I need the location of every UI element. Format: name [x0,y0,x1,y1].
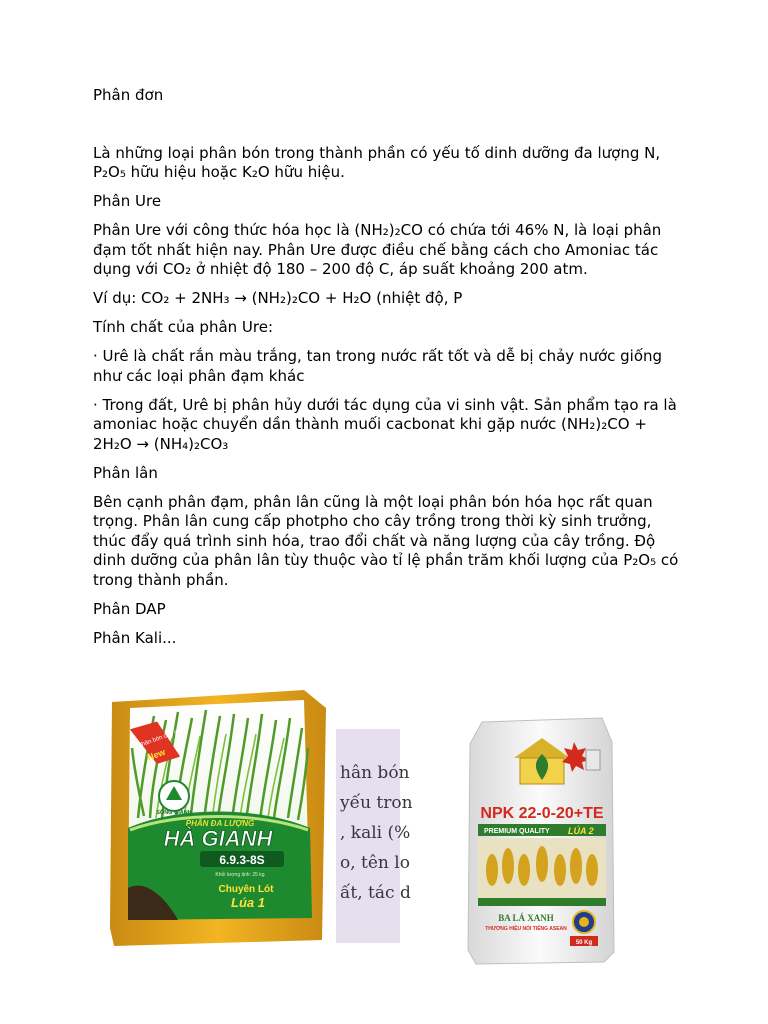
crop-line-2: yếu tron [340,793,413,813]
ure-property-2: · Trong đất, Urê bị phân hủy dưới tác dụng của vi sinh vật. Sản phẩm tạo ra là amoniac hoặc chuyển dần thành muối cacbonat khi gặp nước (NH₂)₂CO + 2H₂O → (NH₄)₂CO₃ [93,395,677,453]
ha-gianh-bag-image [108,688,330,946]
image-row [108,688,678,978]
heading-phan-dap: Phân DAP [93,599,166,618]
heading-phan-don: Phân đơn [93,86,164,104]
intro-paragraph: Là những loại phân bón trong thành phần có yếu tố dinh dưỡng đa lượng N, P₂O₅ hữu hiệu hoặc K₂O hữu hiệu. [93,143,661,181]
bag1-use-line1: Chuyên Lót [218,884,274,895]
brand-small: SÔNG GIANH [156,810,192,816]
document-body [93,86,683,658]
bag1-subtitle: PHÂN ĐA LƯỢNG [185,819,255,828]
heading-phan-lan: Phân lân [93,463,158,482]
bag1-weight: Khối lượng tịnh: 25 kg [215,872,265,878]
bag2-band-right: LÚA 2 [568,826,594,836]
ure-example: Ví dụ: CO₂ + 2NH₃ → (NH₂)₂CO + H₂O (nhiệt độ, P [93,289,463,307]
bag1-title: HÀ GIANH [163,826,273,851]
bag2-title: NPK 22-0-20+TE [480,805,604,822]
ure-properties-heading: Tính chất của phân Ure: [93,318,274,336]
textbook-crop-image [336,729,413,943]
heading-phan-kali: Phân Kali... [93,628,177,647]
bag2-band: PREMIUM QUALITY [484,828,550,835]
ure-description: Phân Ure với công thức hóa học là (NH₂)₂CO có chứa tới 46% N, là loại phân đạm tốt nhất hiện nay. Phân Ure được điều chế bằng cách cho Amoniac tác dụng với CO₂ ở nhiệt độ 180 – 200 độ C, áp suất khoảng 200 atm. [93,221,662,278]
bag2-weight: 50 Kg [575,940,593,946]
ribbon-text: Phân bón cao cấp [137,727,185,750]
heading-phan-ure: Phân Ure [93,192,162,210]
crop-line-5: ất, tác d [340,883,411,903]
crop-line-4: o, tên lo [340,853,410,873]
ribbon-new: New [145,746,167,763]
bag2-tagline: THƯƠNG HIỆU NỔI TIẾNG ASEAN [485,926,567,932]
crop-line-1: hân bón [340,763,410,783]
bag2-brand: BA LÁ XANH [498,913,554,923]
bag1-use-line2: Lúa 1 [231,895,265,910]
ure-property-1: · Urê là chất rắn màu trắng, tan trong nước rất tốt và dễ bị chảy nước giống như các loại phân đạm khác [93,347,663,385]
npk-bag-image [402,702,678,978]
crop-line-3: , kali (% [340,823,411,843]
bag1-formula: 6.9.3-8S [219,853,265,867]
lan-description: Bên cạnh phân đạm, phân lân cũng là một loại phân bón hóa học rất quan trọng. Phân lân cung cấp photpho cho cây trồng trong thời kỳ sinh trưởng, thúc đẩy quá trình sinh hóa, trao đổi chất và năng lượng của cây trồng. Độ dinh dưỡng của phân lân tùy thuộc vào tỉ lệ phần trăm khối lượng của P₂O₅ có trong thành phần. [93,492,679,589]
